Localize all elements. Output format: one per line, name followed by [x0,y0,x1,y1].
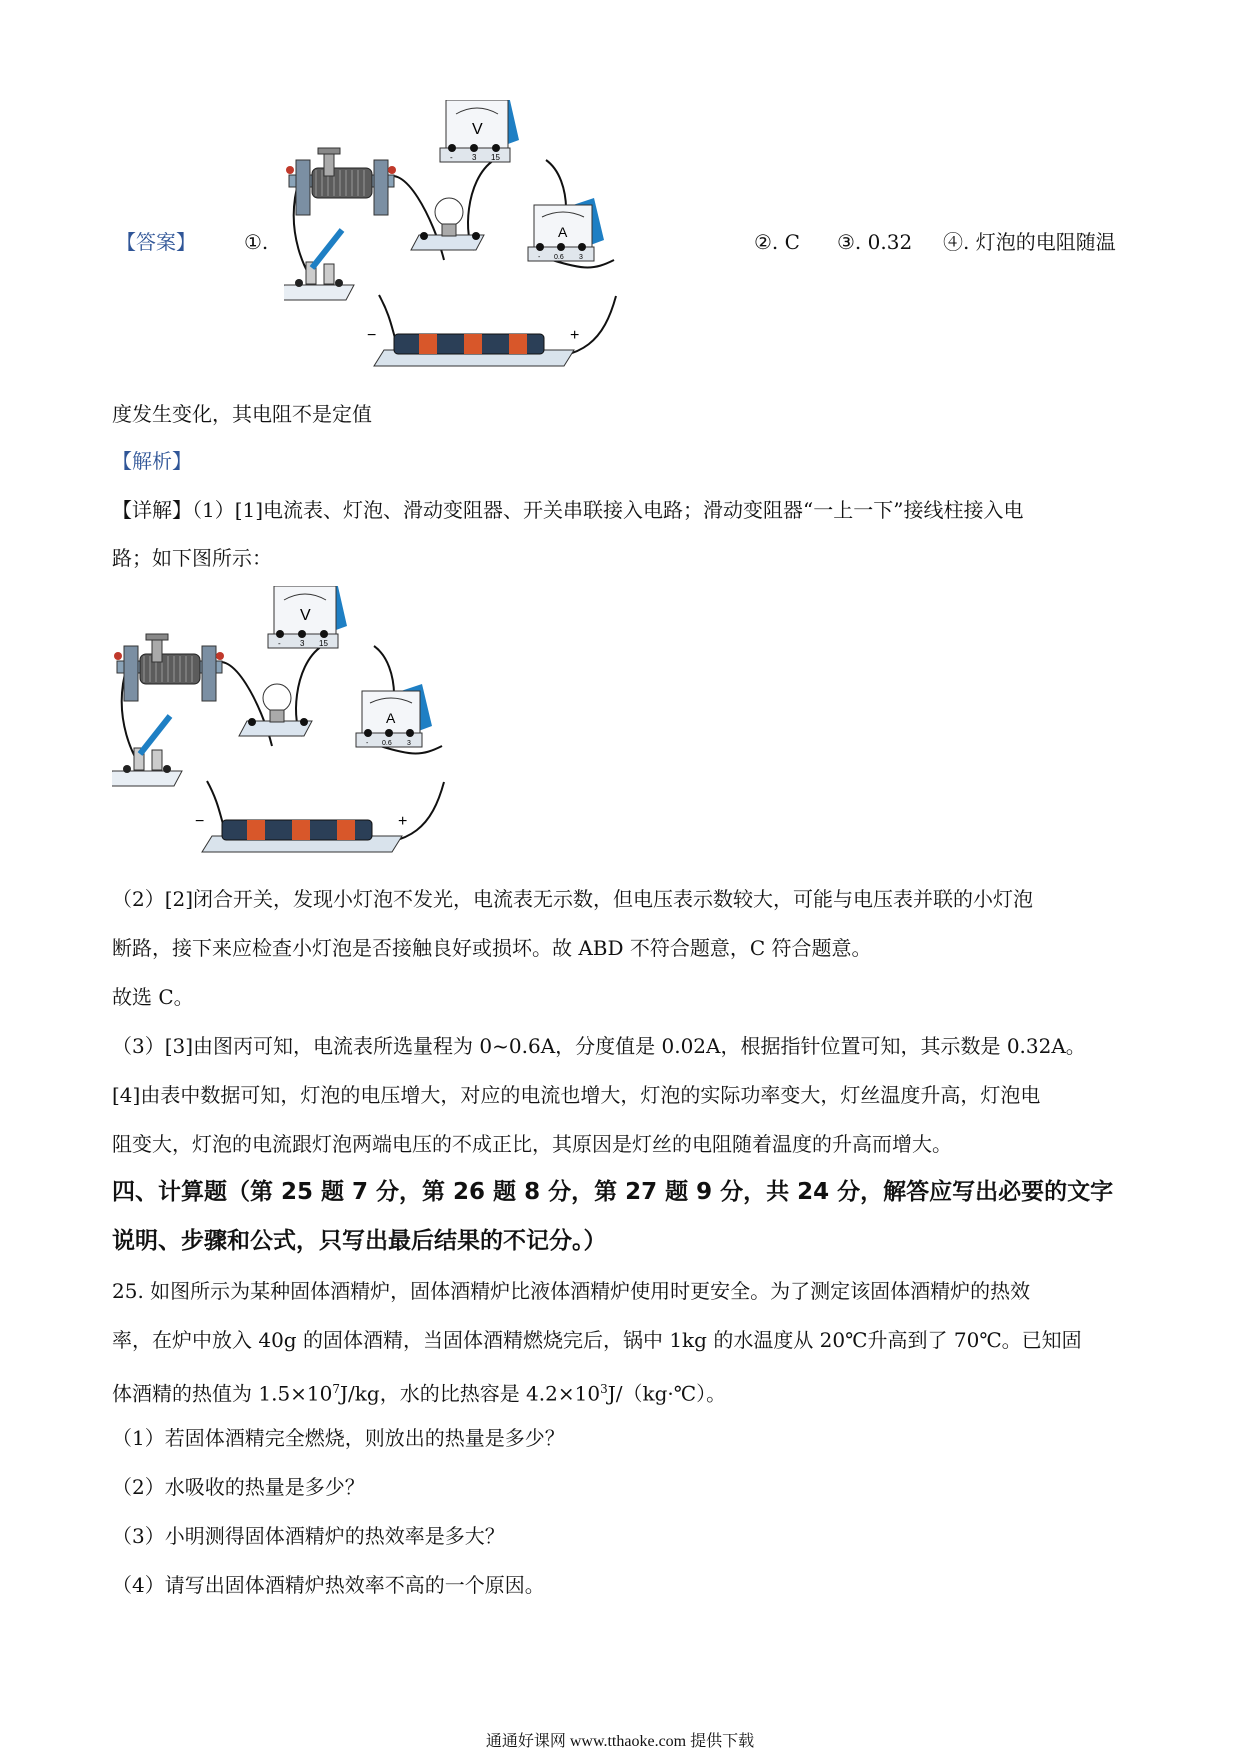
detail-line-2: 路；如下图所示： [112,546,272,570]
q25-exp-1: 7 [332,1382,341,1396]
part2-line-2: 断路，接下来应检查小灯泡是否接触良好或损坏。故 ABD 不符合题意，C 符合题意。 [112,936,872,960]
battery [367,327,579,366]
battery [195,813,407,852]
q25-text-a: 体酒精的热值为 1.5×10 [112,1381,333,1406]
circuit-diagram-answer [284,100,684,380]
switch [284,230,354,300]
q25-line-3 [112,1375,726,1408]
switch [112,716,182,786]
q25-sub-4: （4）请写出固体酒精炉热效率不高的一个原因。 [112,1573,545,1597]
part3-line-3: 阻变大，灯泡的电流跟灯泡两端电压的不成正比，其原因是灯丝的电阻随着温度的升高而增大。 [112,1132,952,1156]
answer-continuation: 度发生变化，其电阻不是定值 [112,402,372,426]
battery-negative: − [367,327,377,344]
part2-line-3: 故选 C。 [112,985,194,1009]
q25-sub-1: （1）若固体酒精完全燃烧，则放出的热量是多少？ [112,1426,565,1450]
answer-item-1: ①. [244,230,269,254]
answer-item-3: ③. 0.32 [837,230,913,254]
battery-positive: + [398,813,408,830]
q25-line-1: 25. 如图所示为某种固体酒精炉，固体酒精炉比液体酒精炉使用时更安全。为了测定该固体酒精炉的热效 [112,1279,1031,1303]
voltmeter-terminal-neg: - [450,153,453,162]
part2-line-1: （2）[2]闭合开关，发现小灯泡不发光，电流表无示数，但电压表示数较大，可能与电压表并联的小灯泡 [112,887,1034,911]
section-4-heading: 四、计算题（第 25 题 7 分，第 26 题 8 分，第 27 题 9 分，共 24 分，解答应写出必要的文字 [112,1179,1114,1205]
voltmeter-terminal-neg: - [278,639,281,648]
ammeter-terminal-3: 3 [407,740,411,747]
rheostat [114,634,224,701]
answer-item-2: ②. C [754,230,800,254]
voltmeter-terminal-3: 3 [300,639,305,648]
answer-tag: 【答案】 [116,230,196,254]
part3-line-1: （3）[3]由图丙可知，电流表所选量程为 0~0.6A，分度值是 0.02A，根据指针位置可知，其示数是 0.32A。 [112,1034,1086,1058]
q25-line-2: 率，在炉中放入 40g 的固体酒精，当固体酒精燃烧完后，锅中 1kg 的水温度从 20℃升高到了 70℃。已知固 [112,1328,1082,1352]
ammeter-terminal-06: 0.6 [382,740,392,747]
voltmeter-symbol: V [300,607,311,624]
detail-line-1: 【详解】（1）[1]电流表、灯泡、滑动变阻器、开关串联接入电路；滑动变阻器“一上一下”接线柱接入电 [112,498,1024,522]
ammeter-terminal-06: 0.6 [554,254,564,261]
ammeter [356,684,432,747]
q25-sub-2: （2）水吸收的热量是多少？ [112,1475,365,1499]
section-4-heading-cont: 说明、步骤和公式，只写出最后结果的不记分。） [112,1228,607,1254]
ammeter-terminal-neg: - [366,740,369,747]
ammeter-terminal-neg: - [538,254,541,261]
voltmeter-terminal-3: 3 [472,153,477,162]
ammeter-symbol: A [558,224,568,240]
voltmeter [268,586,347,648]
ammeter-symbol: A [386,710,396,726]
circuit-diagram-solution [112,586,512,866]
part3-line-2: [4]由表中数据可知，灯泡的电压增大，对应的电流也增大，灯泡的实际功率变大，灯丝温度升高，灯泡电 [112,1083,1041,1107]
analysis-tag: 【解析】 [112,449,192,473]
q25-exp-2: 3 [600,1382,608,1396]
voltmeter-symbol: V [472,121,483,138]
q25-sub-3: （3）小明测得固体酒精炉的热效率是多大？ [112,1524,505,1548]
q25-text-c: J/（kg·℃）。 [607,1381,727,1406]
ammeter-terminal-3: 3 [579,254,583,261]
q25-text-b: J/kg，水的比热容是 4.2×10 [340,1381,601,1406]
voltmeter [440,100,519,162]
ammeter [528,198,604,261]
battery-positive: + [570,327,580,344]
answer-item-4: ④. 灯泡的电阻随温 [943,230,1116,254]
voltmeter-terminal-15: 15 [491,153,500,162]
rheostat [286,148,396,215]
battery-negative: − [195,813,205,830]
voltmeter-terminal-15: 15 [319,639,328,648]
page-footer: 通通好课网 www.tthaoke.com 提供下载 [485,1733,755,1750]
